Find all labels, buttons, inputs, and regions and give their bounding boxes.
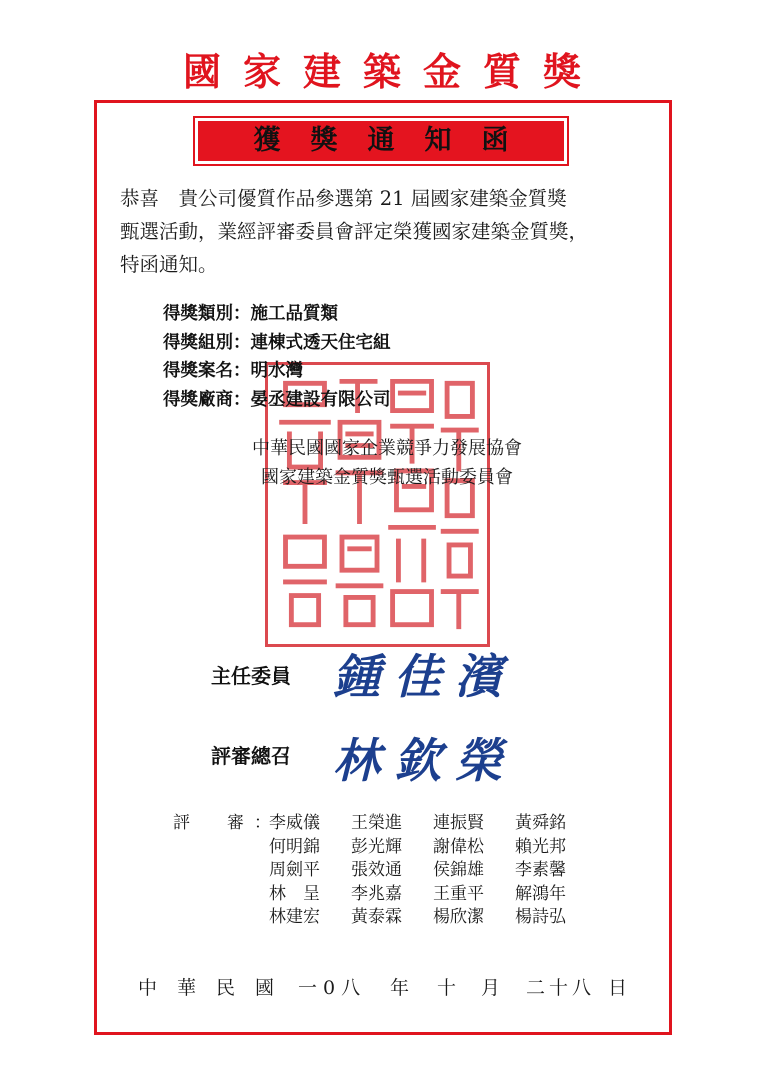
judge-name: 李兆嘉 bbox=[351, 883, 402, 904]
judge-name: 彭光輝 bbox=[351, 836, 402, 857]
judge-name: 王重平 bbox=[433, 883, 484, 904]
award-label: 得獎組別 bbox=[163, 332, 233, 353]
organization-name: 國家建築金質獎甄選活動委員會 bbox=[261, 467, 513, 488]
judge-name: 楊詩弘 bbox=[515, 907, 566, 927]
judge-name: 連振賢 bbox=[433, 813, 484, 833]
judge-name: 林 呈 bbox=[269, 883, 320, 904]
intro-line-2: 甄選活動，業經評審委員會評定榮獲國家建築金質獎， bbox=[120, 220, 589, 243]
judge-name: 何明錦 bbox=[269, 836, 320, 857]
judges-names-grid bbox=[269, 812, 597, 930]
judge-name: 黃舜銘 bbox=[515, 813, 566, 833]
judge-name: 侯錦雄 bbox=[433, 860, 484, 880]
issuing-organizations bbox=[0, 434, 764, 492]
judge-name: 張效通 bbox=[351, 860, 402, 880]
award-value: 連棟式透天住宅組 bbox=[250, 332, 391, 353]
judge-name: 賴光邦 bbox=[515, 836, 566, 857]
date-year-unit: 年 bbox=[390, 977, 410, 999]
signature-name: 鍾佳濱 bbox=[333, 650, 516, 705]
judge-name: 解鴻年 bbox=[515, 883, 566, 904]
signature-role: 評審總召 bbox=[211, 744, 291, 768]
judge-name: 周劍平 bbox=[269, 860, 320, 880]
intro-line-3: 特函通知。 bbox=[120, 253, 218, 276]
intro-line-1: 恭喜 貴公司優質作品參選第 21 屆國家建築金質獎 bbox=[120, 187, 567, 210]
date-day: 二十八 bbox=[526, 977, 596, 999]
award-row-category: 得獎類別：施工品質類 bbox=[163, 304, 338, 324]
date-month-unit: 月 bbox=[481, 977, 501, 999]
judge-name: 林建宏 bbox=[269, 907, 320, 927]
award-label: 得獎類別 bbox=[163, 304, 233, 324]
judge-name: 謝偉松 bbox=[433, 836, 484, 857]
award-value: 晏丞建設有限公司 bbox=[250, 389, 391, 410]
award-row-group: 得獎組別：連棟式透天住宅組 bbox=[163, 332, 391, 353]
award-label: 得獎案名 bbox=[163, 361, 233, 381]
intro-paragraph bbox=[120, 182, 672, 281]
award-value: 施工品質類 bbox=[250, 304, 338, 324]
notice-banner-label: 獲獎通知函 bbox=[198, 121, 564, 161]
date-day-unit: 日 bbox=[608, 977, 628, 999]
certificate-title: 國家建築金質獎 bbox=[182, 49, 603, 94]
judge-name: 王榮進 bbox=[351, 813, 402, 833]
award-value: 明水灣 bbox=[250, 361, 303, 381]
award-row-project: 得獎案名：明水灣 bbox=[163, 361, 303, 381]
signature-name: 林欽榮 bbox=[333, 734, 516, 789]
award-details bbox=[163, 300, 391, 414]
award-row-company: 得獎廠商：晏丞建設有限公司 bbox=[163, 389, 391, 410]
award-label: 得獎廠商 bbox=[163, 389, 233, 410]
judge-name: 楊欣潔 bbox=[433, 907, 484, 927]
date-month: 十 bbox=[437, 977, 457, 999]
date-era: 中華民國 bbox=[138, 977, 295, 999]
notice-banner bbox=[193, 116, 569, 166]
judge-name: 李素馨 bbox=[515, 860, 566, 880]
signature-role: 主任委員 bbox=[211, 664, 291, 688]
judge-name: 黃泰霖 bbox=[351, 907, 402, 927]
date-year: 一0八 bbox=[298, 977, 367, 999]
judges-label: 評 審： bbox=[173, 813, 281, 833]
judge-name: 李威儀 bbox=[269, 813, 320, 833]
organization-name: 中華民國國家企業競爭力發展協會 bbox=[252, 438, 522, 459]
